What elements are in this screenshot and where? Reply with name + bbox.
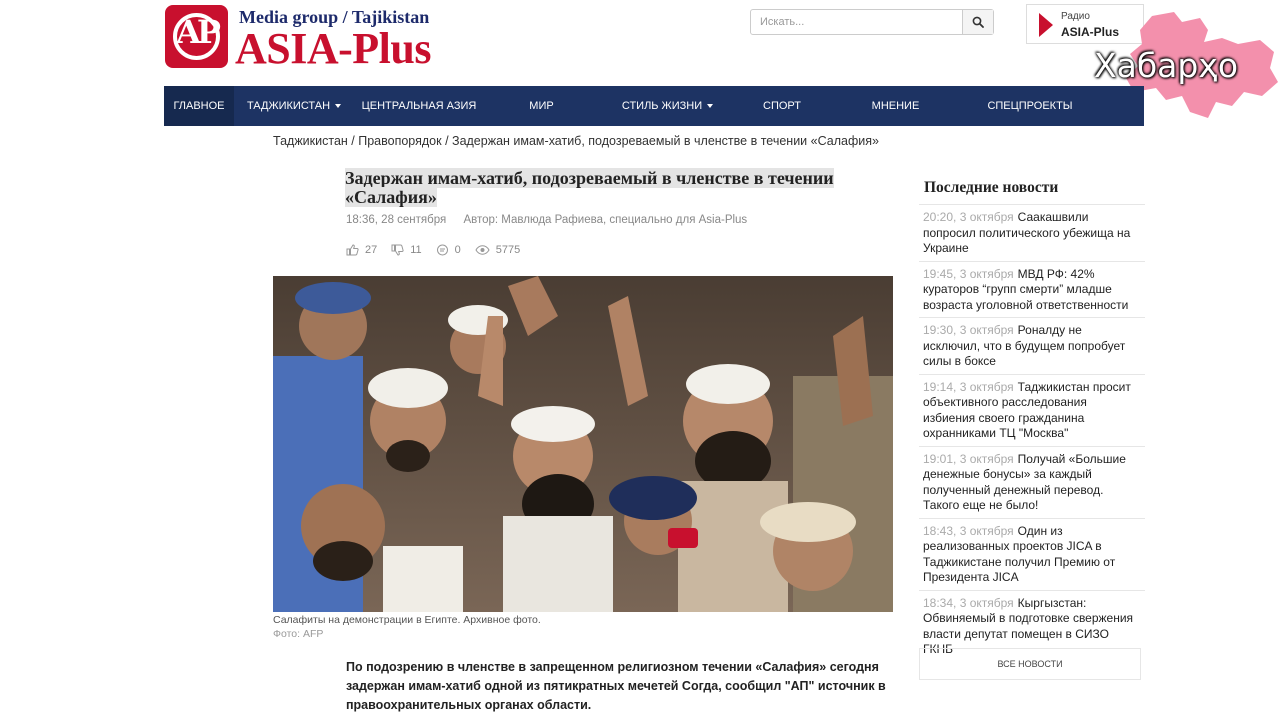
thumbs-down-icon — [391, 244, 404, 256]
article-title: Задержан имам-хатиб, подозреваемый в членстве в течении «Салафия» — [345, 168, 834, 207]
all-news-button[interactable]: ВСЕ НОВОСТИ — [919, 648, 1141, 680]
article-lead: По подозрению в членстве в запрещенном религиозном течении «Салафия» сегодня задержан имам-хатиб одной из пятикратных мечетей Согда, сообщил "АП" источник в правоохранительных органах области. — [346, 660, 886, 712]
article-date: 18:36, 28 сентября — [346, 214, 447, 226]
like-button[interactable] — [346, 244, 377, 256]
article-meta — [346, 214, 747, 226]
news-item[interactable]: 19:01, 3 октября Получай «Большие денежные бонусы» за каждый полученный денежный перевод. Такого еще не было! — [919, 446, 1145, 518]
article-stats — [346, 244, 534, 256]
latest-news-list — [919, 204, 1145, 662]
logo-mark: AP — [176, 13, 217, 51]
caret-down-icon — [707, 104, 713, 108]
nav-item-tajikistan[interactable]: ТАДЖИКИСТАН — [234, 86, 354, 126]
photo-credit: Фото: AFP — [273, 628, 324, 640]
nav-item-sport[interactable]: СПОРТ — [763, 100, 801, 112]
article-author: Автор: Мавлюда Рафиева, специально для Asia-Plus — [463, 214, 748, 226]
breadcrumb-current: Задержан имам-хатиб, подозреваемый в членстве в течении «Салафия» — [452, 134, 879, 148]
search-box — [750, 9, 994, 35]
nav-item-special[interactable]: СПЕЦПРОЕКТЫ — [987, 100, 1073, 112]
news-item[interactable]: 19:45, 3 октября МВД РФ: 42% кураторов “групп смерти” младше возраста уголовной ответственности — [919, 261, 1145, 318]
like-count: 27 — [365, 244, 378, 256]
nav-item-lifestyle[interactable]: СТИЛЬ ЖИЗНИ — [599, 86, 736, 126]
views-stat — [475, 244, 520, 256]
nav-item-world[interactable]: МИР — [529, 100, 554, 112]
news-item[interactable]: 19:14, 3 октября Таджикистан просит объективного расследования избиения своего гражданина охранниками ТЦ "Москва" — [919, 374, 1145, 446]
crowd-photo — [273, 276, 893, 612]
breadcrumb: Таджикистан / Правопорядок / Задержан имам-хатиб, подозреваемый в членстве в течении «Салафия» — [273, 134, 879, 148]
comments-link[interactable] — [436, 244, 461, 256]
thumbs-up-icon — [346, 244, 359, 256]
news-item[interactable]: 19:30, 3 октября Роналду не исключил, что в будущем попробует силы в боксе — [919, 317, 1145, 374]
dislike-count: 11 — [410, 244, 422, 256]
search-input[interactable] — [751, 10, 962, 34]
logo-subtitle: Media group / Tajikistan — [239, 7, 430, 27]
nav-item-opinion[interactable]: МНЕНИЕ — [871, 100, 920, 112]
search-icon — [972, 16, 984, 28]
breadcrumb-tajikistan[interactable]: Таджикистан — [273, 134, 348, 148]
view-count: 5775 — [495, 244, 521, 256]
nav-item-central-asia[interactable]: ЦЕНТРАЛЬНАЯ АЗИЯ — [361, 100, 477, 112]
news-item[interactable]: 18:34, 3 октября Кыргызстан: Обвиняемый в подготовке свержения власти депутат помещен в СИЗО ГКНБ — [919, 590, 1145, 662]
breadcrumb-law[interactable]: Правопорядок — [358, 134, 442, 148]
radio-name: ASIA-Plus — [1061, 25, 1120, 39]
logo-title: ASIA-Plus — [235, 24, 431, 73]
news-item[interactable]: 18:43, 3 октября Один из реализованных проектов JICA в Таджикистане получил Премию от Президента JICA — [919, 518, 1145, 590]
radio-label: Радио — [1061, 11, 1090, 22]
search-button[interactable] — [962, 10, 993, 34]
eye-icon — [475, 245, 490, 255]
photo-caption: Салафиты на демонстрации в Египте. Архивное фото. Фото: AFP — [273, 614, 541, 640]
nav-item-main[interactable]: ГЛАВНОЕ — [164, 86, 234, 126]
main-nav — [164, 86, 1144, 126]
comment-icon — [436, 244, 449, 256]
site-logo[interactable] — [165, 5, 495, 71]
play-icon — [1039, 13, 1053, 37]
news-item[interactable]: 20:20, 3 октября Саакашвили попросил политического убежища на Украине — [919, 204, 1145, 261]
dislike-button[interactable] — [391, 244, 421, 256]
watermark-text: Хабарҳо — [1094, 46, 1239, 85]
latest-news-title: Последние новости — [924, 179, 1059, 196]
caret-down-icon — [335, 104, 341, 108]
article-photo[interactable] — [273, 276, 893, 612]
comment-count: 0 — [454, 244, 461, 256]
logo-badge — [165, 5, 228, 68]
